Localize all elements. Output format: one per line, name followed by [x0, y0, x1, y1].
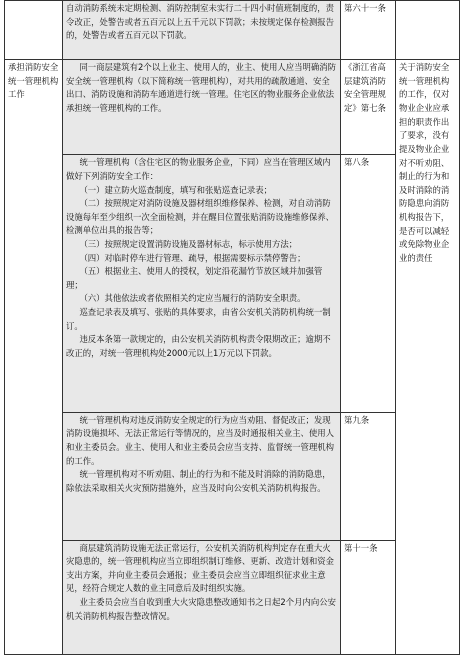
content-paragraph: 业主委员会应当自收到重大火灾隐患整改通知书之日起2个月内向公安机关消防机构报告整改情况。 [66, 596, 337, 621]
content-paragraph: 巡查记录表及填写、张贴的具体要求，由省公安机关消防机构统一制订。 [66, 307, 331, 331]
basis-text: 《浙江省高层建筑消防安全管理规定》第七条 [344, 62, 386, 114]
basis-cell [341, 1, 396, 60]
basis-text: 第九条 [344, 414, 370, 425]
content-paragraph: 统一管理机构对违反消防安全规定的行为应当劝阻、督促改正；发现消防设施损坏、无法正常运行等情况的，应当及时通报相关业主、使用人和业主委员会。业主、使用人和业主委员会应当支持、监督统一管理机构的工作。 [66, 414, 334, 466]
content-paragraph: 商层建筑消防设施无法正常运行，公安机关消防机构判定存在重大火灾隐患的，统一管理机构应当立即组织制订维修、更新、改造计划和资金支出方案，并向业主委员会通报；业主委员会应当立即组织征求业主意见，经符合规定人数的业主同意后及时组织实施。 [66, 542, 334, 594]
content-paragraph: 统一管理机构对不听劝阻、制止的行为和不能及时消除的消防隐患，除依法采取相关火灾预防措施外，应当及时向公安机关消防机构报告。 [66, 469, 331, 493]
basis-cell [341, 412, 396, 540]
content-cell [63, 540, 341, 654]
note-cell [396, 1, 460, 60]
basis-cell [341, 155, 396, 413]
item-cell [5, 1, 63, 60]
table-row [5, 155, 460, 413]
basis-cell [341, 60, 396, 155]
note-text: 关于消防安全统一管理机构的工作，仅对物业企业应承担的职责作出了要求，没有提及物业企业对不听劝阻、制止的行为和及时消除的消防隐患向消防机构报告下，是否可以减轻或免除物业企业的责任 [399, 62, 450, 263]
content-paragraph: （五）根据业主、使用人的授权，划定沿花漏竹节放区域并加强管理； [66, 266, 323, 290]
content-paragraph: （六）其他依法或者依照相关约定应当履行的消防安全职责。 [79, 293, 306, 304]
content-paragraph: 违反本条第一款规定的，由公安机关消防机构责令限期改正；逾期不改正的，对统一管理机构处2000元以上1万元以下罚款。 [66, 334, 331, 358]
table-row [5, 60, 460, 155]
content-paragraph: （三）按照规定设置消防设施及器材标志，标示使用方法； [79, 238, 298, 249]
content-paragraph: （四）对临时停车进行管理、疏导，根据需要标示禁停警告； [79, 252, 306, 263]
content-cell [63, 1, 341, 60]
content-paragraph: 自动消防系统未定期检测、消防控制室未实行二十四小时值班制度的，责令改正，处警告或者五百元以上五千元以下罚款；未按规定保存检测报告的，处警告或者五百元以下罚款。 [66, 3, 334, 41]
content-cell [63, 155, 341, 413]
content-paragraph: 同一商层建筑有2个以上业主、使用人的，业主、使用人应当明确消防安全统一管理机构（以下简称统一管理机构），对共用的疏散通道、安全出口、消防设施和消防车通道进行统一管理。住宅区的物业服务企业依法承担统一管理机构的工作。 [66, 62, 337, 114]
content-paragraph: （一）建立防火巡查制度，填写和张贴巡查记录表； [79, 184, 273, 195]
item-cell [5, 60, 63, 655]
basis-text: 第十一条 [344, 542, 378, 553]
table-row [5, 1, 460, 60]
content-paragraph: 统一管理机构（含住宅区的物业服务企业，下同）应当在管理区域内做好下列消防安全工作： [66, 157, 331, 181]
regulation-table [4, 0, 460, 655]
table-row [5, 412, 460, 540]
content-cell [63, 60, 341, 155]
basis-text: 第六十一条 [344, 3, 386, 13]
note-cell [396, 60, 460, 655]
basis-text: 第八条 [344, 157, 370, 168]
table-row [5, 540, 460, 654]
content-cell [63, 412, 341, 540]
content-paragraph: （二）按照规定对消防设施及器材组织维修保养、检测，对自动消防设施每年至少组织一次全面检测，并在醒目位置张贴消防设施维修保养、检测单位出具的报告等； [66, 198, 334, 236]
item-text: 承担消防安全统一管理机构工作 [8, 62, 59, 100]
basis-cell [341, 540, 396, 654]
